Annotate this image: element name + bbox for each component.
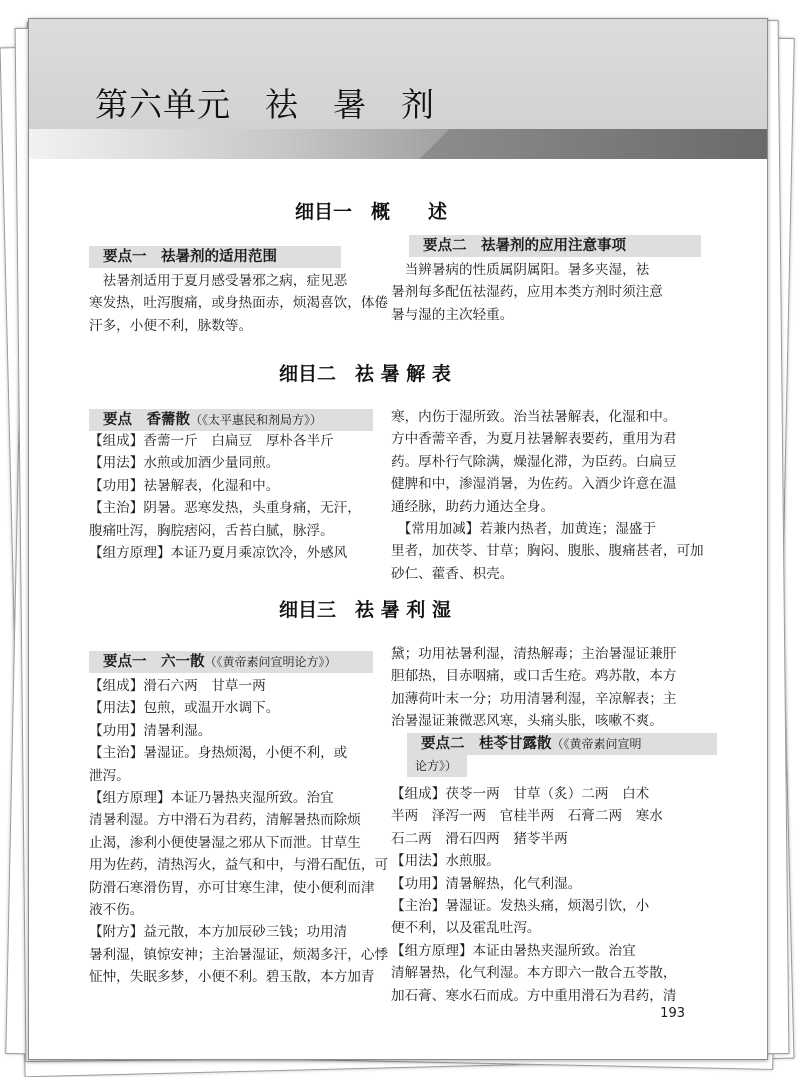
text-line: 半两 泽泻一两 官桂半两 石膏二两 寒水 <box>391 808 663 825</box>
text-line: 通经脉，助药力通达全身。 <box>391 498 555 515</box>
text-line: 腹痛吐泻，胸脘痞闷，舌苔白腻，脉浮。 <box>89 522 334 539</box>
key-point-guiling <box>407 733 717 755</box>
text-line: 寒发热，吐泻腹痛，或身热面赤，烦渴喜饮，体倦 <box>89 295 389 312</box>
key-point-xiangru-label: 要点 香薷散 <box>103 412 190 428</box>
text-line: 砂仁、藿香、枳壳。 <box>391 565 514 582</box>
text-line: 清解暑热，化气利湿。本方即六一散合五苓散， <box>391 965 677 982</box>
text-line: 【主治】暑湿证。身热烦渴，小便不利，或 <box>89 745 348 762</box>
key-point-scope <box>89 246 341 268</box>
text-line: 清暑利湿。方中滑石为君药，清解暑热而除烦 <box>89 812 361 829</box>
text-line: 暑剂每多配伍祛湿药，应用本类方剂时须注意 <box>391 284 663 301</box>
text-line: 【组成】茯苓一两 甘草（炙）二两 白术 <box>391 786 650 802</box>
formula-source: （《太平惠民和剂局方》） <box>190 413 323 427</box>
formula-source: （《黄帝素问宣明论方》） <box>204 655 337 669</box>
text-line: 【功用】祛暑解表，化湿和中。 <box>89 477 280 494</box>
key-point-guiling-label: 要点二 桂苓甘露散 <box>421 736 552 752</box>
key-point-scope-label: 要点一 祛暑剂的适用范围 <box>103 249 277 265</box>
liuyi-left-text <box>89 675 389 989</box>
formula-source: 论方》） <box>415 759 458 773</box>
text-line: 暑与湿的主次轻重。 <box>391 306 514 323</box>
key-point-precautions-label: 要点二 祛暑剂的应用注意事项 <box>423 238 626 254</box>
text-line: 【组方原理】本证乃暑热夹湿所致。治宜 <box>89 790 334 807</box>
text-line: 【附方】益元散，本方加辰砂三钱；功用清 <box>89 924 348 941</box>
text-line: 【常用加减】若兼内热者，加黄连；湿盛于 <box>391 521 657 538</box>
text-line: 健脾和中，渗湿消暑，为佐药。入酒少许意在温 <box>391 476 677 493</box>
text-line: 黛；功用祛暑利湿，清热解毒；主治暑湿证兼肝 <box>391 646 677 662</box>
text-line: 止渴，渗利小便使暑湿之邪从下而泄。甘草生 <box>89 834 361 851</box>
text-line: 【功用】清暑利湿。 <box>89 722 212 739</box>
key-point-liuyi <box>89 651 373 673</box>
formula-source: （《黄帝素问宣明 <box>551 737 642 751</box>
key-point-xiangru <box>89 409 373 431</box>
text-line: 里者，加茯苓、甘草；胸闷、腹胀、腹痛甚者，可加 <box>391 543 704 560</box>
text-line: 【功用】清暑解热，化气利湿。 <box>391 875 582 892</box>
text-line: 暑利湿，镇惊安神；主治暑湿证，烦渴多汗，心悸 <box>89 946 389 963</box>
section-title-2: 细目二 祛 暑 解 表 <box>279 363 451 385</box>
text-line: 寒，内伤于湿所致。治当祛暑解表，化湿和中。 <box>391 409 677 425</box>
text-line: 药。厚朴行气除满，燥湿化滞，为臣药。白扁豆 <box>391 453 677 470</box>
section-title-3: 细目三 祛 暑 利 湿 <box>279 599 451 621</box>
xiangru-left-text <box>89 430 389 564</box>
key-point-precautions <box>409 235 701 257</box>
text-line: 加薄荷叶末一分；功用清暑利湿，辛凉解表；主 <box>391 690 677 707</box>
text-line: 祛暑剂适用于夏月感受暑邪之病，症见恶 <box>89 273 348 289</box>
text-line: 【用法】水煎或加酒少量同煎。 <box>89 455 280 472</box>
text-line: 汗多，小便不利，脉数等。 <box>89 317 253 334</box>
text-line: 治暑湿证兼微恶风寒，头痛头胀，咳嗽不爽。 <box>391 713 663 730</box>
guiling-text <box>391 783 711 1007</box>
text-line: 泄泻。 <box>89 767 130 784</box>
text-line: 怔忡，失眠多梦，小便不利。碧玉散，本方加青 <box>89 969 375 986</box>
book-page <box>28 18 768 1060</box>
text-line: 防滑石寒滑伤胃，亦可甘寒生津，使小便利而津 <box>89 879 375 896</box>
text-line: 【组成】滑石六两 甘草一两 <box>89 678 266 694</box>
text-line: 胆郁热，目赤咽痛，或口舌生疮。鸡苏散，本方 <box>391 668 677 685</box>
section-title-1: 细目一 概 述 <box>295 201 448 223</box>
text-line: 【用法】水煎服。 <box>391 853 500 870</box>
text-line: 【组方原理】本证由暑热夹湿所致。治宜 <box>391 942 636 959</box>
text-line: 用为佐药，清热泻火，益气和中，与滑石配伍，可 <box>89 857 389 874</box>
xiangru-right-text <box>391 406 711 585</box>
text-line: 【用法】包煎，或温开水调下。 <box>89 700 280 717</box>
key-point-liuyi-label: 要点一 六一散 <box>103 654 205 670</box>
liuyi-right-text <box>391 643 711 733</box>
page-number: 193 <box>660 1006 685 1021</box>
text-line: 【组成】香薷一斤 白扁豆 厚朴各半斤 <box>89 433 334 449</box>
text-line: 方中香薷辛香，为夏月祛暑解表要药，重用为君 <box>391 431 677 448</box>
text-line: 石二两 滑石四两 猪苓半两 <box>391 830 568 847</box>
unit-title: 第六单元 祛 暑 剂 <box>95 85 435 124</box>
text-line: 加石膏、寒水石而成。方中重用滑石为君药，清 <box>391 987 677 1004</box>
text-line: 【组方原理】本证乃夏月乘凉饮冷，外感风 <box>89 545 348 562</box>
text-line: 液不伤。 <box>89 902 144 919</box>
text-line: 当辨暑病的性质属阴属阳。暑多夹湿，祛 <box>391 262 650 278</box>
key-point-guiling-cont <box>407 755 467 777</box>
scope-text <box>89 270 389 337</box>
text-line: 【主治】阴暑。恶寒发热，头重身痛，无汗， <box>89 500 361 517</box>
text-line: 便不利，以及霍乱吐泻。 <box>391 920 541 937</box>
precautions-text <box>391 259 711 326</box>
text-line: 【主治】暑湿证。发热头痛，烦渴引饮，小 <box>391 898 650 915</box>
